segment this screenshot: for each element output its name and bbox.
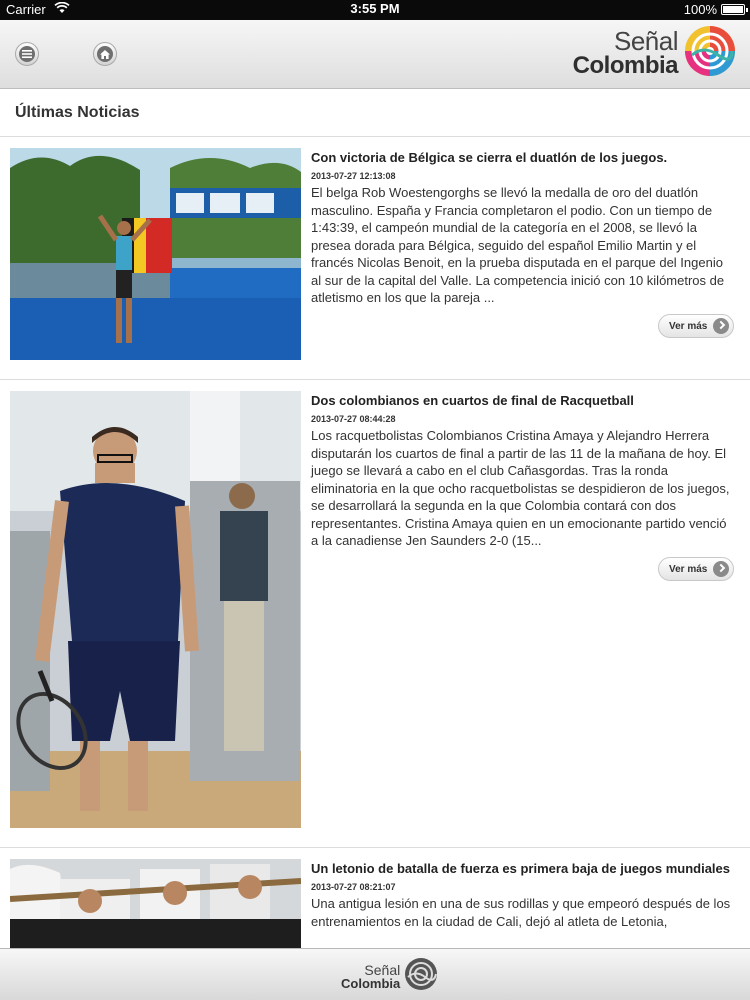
news-summary: Los racquetbolistas Colombianos Cristina Amaya y Alejandro Herrera disputarán los cuartos de final a partir de las 11 de la mañana de hoy. El juego se llevará a cabo en el club Cañasgordas. Tras la ronda eliminatoria en la que ocho racquetbolistas se despidieron de los juegos, se desarrollará la segunda en la que Colombia contará con dos representantes. Cristina Amaya quien en un emocionante partido venció a la canadiense Jen Saunders 2-0 (15... <box>311 428 730 548</box>
news-summary: Una antigua lesión en una de sus rodillas y que empeoró después de los entrenamientos en la ciudad de Cali, dejó al atleta de Letonia, <box>311 896 731 929</box>
senal-colombia-logo[interactable] <box>573 26 736 80</box>
news-headline[interactable]: Dos colombianos en cuartos de final de Racquetball <box>311 393 634 408</box>
news-image-duatlon[interactable] <box>10 148 301 360</box>
logo-swirl-icon <box>684 25 736 82</box>
home-icon <box>97 46 113 62</box>
home-button[interactable] <box>93 42 117 66</box>
footer-logo-line-2: Colombia <box>341 976 401 991</box>
menu-icon <box>19 46 35 62</box>
battery-icon <box>721 4 745 15</box>
app-header <box>0 20 750 89</box>
logo-line-1: Señal <box>614 26 678 56</box>
app-footer <box>0 948 750 1000</box>
logo-line-2: Colombia <box>572 52 678 79</box>
news-date: 2013-07-27 12:13:08 <box>311 171 396 181</box>
footer-logo-line-1: Señal <box>364 962 401 978</box>
chevron-right-icon <box>713 561 729 577</box>
footer-swirl-icon <box>404 957 438 996</box>
battery-level-fill <box>723 6 743 13</box>
news-image-tug-of-war[interactable] <box>10 859 301 959</box>
chevron-right-icon <box>713 318 729 334</box>
news-item[interactable] <box>0 847 750 957</box>
news-item[interactable] <box>0 379 750 848</box>
news-date: 2013-07-27 08:44:28 <box>311 414 396 424</box>
news-summary: El belga Rob Woestengorghs se llevó la medalla de oro del duatlón masculino. España y Francia completaron el podio. Con un tiempo de 1:43:39, el campeón mundial de la categoría en el 2008, se llevó la presea dorada para Bélgica, seguido del español Emilio Martin y el francés Nicolas Benoit, en la prueba disputada en el parque del Ingenio al sur de la capital del Valle. La competencia inició con 10 kilómetros de atletismo en los que la pareja ... <box>311 185 725 305</box>
news-headline[interactable]: Un letonio de batalla de fuerza es primera baja de juegos mundiales <box>311 861 731 876</box>
ver-mas-button[interactable] <box>658 314 734 338</box>
section-title: Últimas Noticias <box>15 104 140 121</box>
status-bar <box>0 0 750 20</box>
footer-logo <box>341 957 438 996</box>
news-item[interactable] <box>0 136 750 380</box>
battery-percent: 100% <box>683 2 717 17</box>
news-headline[interactable]: Con victoria de Bélgica se cierra el duatlón de los juegos. <box>311 150 668 165</box>
news-date: 2013-07-27 08:21:07 <box>311 882 396 892</box>
news-image-racquetball[interactable] <box>10 391 301 828</box>
menu-button[interactable] <box>15 42 39 66</box>
ver-mas-button[interactable] <box>658 557 734 581</box>
ver-mas-label: Ver más <box>669 320 708 332</box>
ver-mas-label: Ver más <box>669 563 708 575</box>
carrier-label: Carrier <box>6 2 46 17</box>
status-time: 3:55 PM <box>350 1 400 16</box>
